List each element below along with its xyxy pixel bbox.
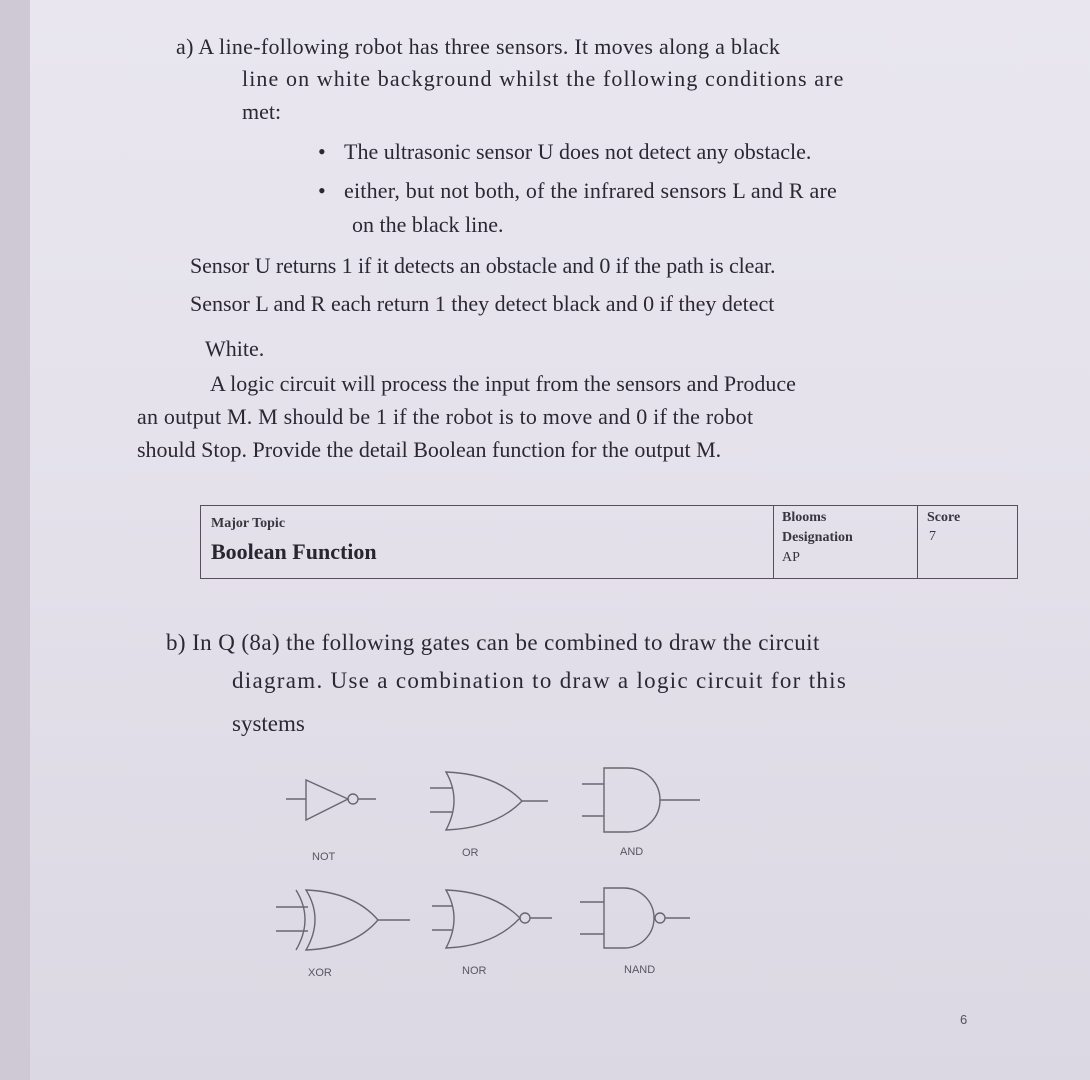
- major-topic-value: Boolean Function: [211, 539, 377, 564]
- part-b-line-3: systems: [232, 711, 305, 736]
- bullet-marker: •: [318, 178, 326, 203]
- logic-text-1: A logic circuit will process the input from the sensors and Produce: [210, 371, 796, 396]
- or-gate-icon: [430, 772, 548, 830]
- major-topic-label: Major Topic: [211, 516, 286, 531]
- sensor-u-text: Sensor U returns 1 if it detects an obstacle and 0 if the path is clear.: [190, 253, 776, 278]
- score-label: Score: [927, 510, 961, 525]
- blooms-label-2: Designation: [782, 530, 853, 545]
- part-b-line-1: b) In Q (8a) the following gates can be combined to draw the circuit: [166, 630, 820, 655]
- logic-text-3: should Stop. Provide the detail Boolean function for the output M.: [137, 437, 722, 462]
- part-a-line-2: line on white background whilst the following conditions are: [242, 66, 845, 91]
- nor-gate-label: NOR: [462, 965, 487, 977]
- bullet-item-2-cont: on the black line.: [352, 212, 504, 237]
- nand-gate-label: NAND: [624, 964, 656, 976]
- page-number: 6: [960, 1012, 968, 1027]
- sensor-lr-text-2: White.: [205, 336, 265, 361]
- and-gate-label: AND: [620, 846, 644, 858]
- bullet-marker: •: [318, 139, 326, 164]
- score-value: 7: [929, 529, 936, 544]
- nor-gate-icon: [432, 890, 552, 948]
- not-gate-icon: [286, 780, 376, 820]
- or-gate-label: OR: [462, 847, 479, 859]
- part-a-line-3: met:: [242, 99, 282, 124]
- xor-gate-label: XOR: [308, 967, 332, 979]
- blooms-value: AP: [782, 550, 800, 565]
- part-a-line-1: a) A line-following robot has three sensors. It moves along a black: [176, 34, 781, 59]
- not-gate-label: NOT: [312, 851, 336, 863]
- part-b-line-2: diagram. Use a combination to draw a logic circuit for this: [232, 668, 848, 693]
- nand-gate-icon: [580, 888, 690, 948]
- xor-gate-icon: [276, 890, 410, 950]
- and-gate-icon: [582, 768, 700, 832]
- bullet-item-1: The ultrasonic sensor U does not detect any obstacle.: [344, 139, 812, 164]
- blooms-label-1: Blooms: [782, 510, 827, 525]
- bullet-item-2: either, but not both, of the infrared sensors L and R are: [344, 178, 837, 203]
- sensor-lr-text-1: Sensor L and R each return 1 they detect black and 0 if they detect: [190, 291, 775, 316]
- logic-text-2: an output M. M should be 1 if the robot is to move and 0 if the robot: [137, 404, 754, 429]
